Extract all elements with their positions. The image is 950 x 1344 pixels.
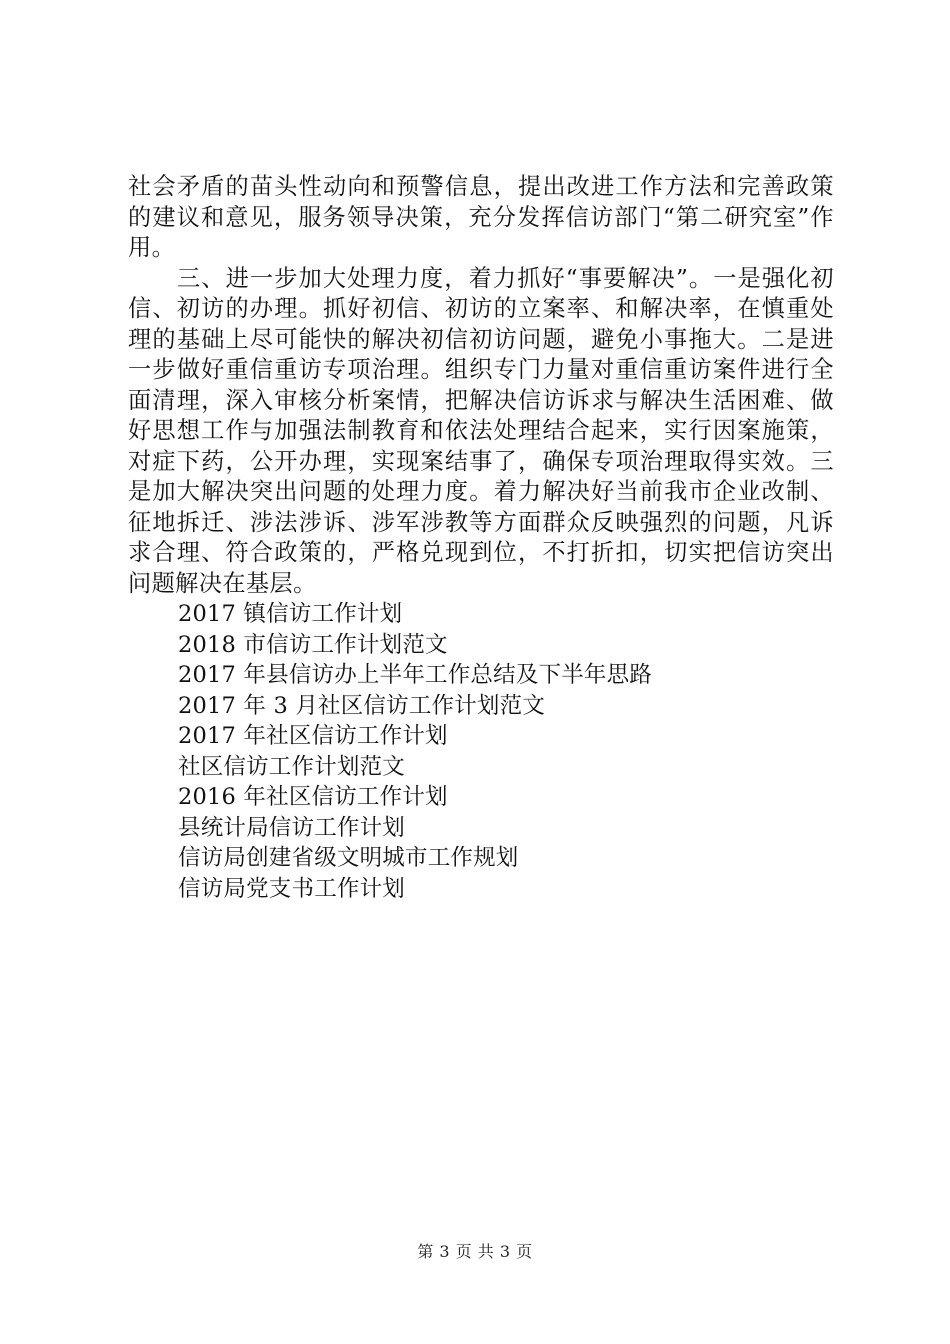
- related-article-link[interactable]: 2017 年 3 月社区信访工作计划范文: [178, 692, 546, 719]
- related-article-link[interactable]: 县统计局信访工作计划: [178, 814, 406, 841]
- related-article-link[interactable]: 2018 市信访工作计划范文: [178, 631, 448, 658]
- related-article-link[interactable]: 社区信访工作计划范文: [178, 753, 406, 780]
- related-article-link[interactable]: 2017 镇信访工作计划: [178, 601, 403, 627]
- related-article-link[interactable]: 2017 年社区信访工作计划: [178, 723, 448, 749]
- related-article-link[interactable]: 信访局创建省级文明城市工作规划: [178, 845, 519, 871]
- paragraph-continuation: 社会矛盾的苗头性动向和预警信息，提出改进工作方法和完善政策的建议和意见，服务领导决策，充分发挥信访部门“第二研究室”作用。: [128, 173, 834, 261]
- related-article-link[interactable]: 2017 年县信访办上半年工作总结及下半年思路: [178, 662, 653, 688]
- page-number-footer: 第 3 页 共 3 页: [417, 1242, 533, 1261]
- related-article-link[interactable]: 信访局党支书工作计划: [178, 875, 406, 902]
- related-articles-list: [128, 599, 834, 904]
- related-article-link[interactable]: 2016 年社区信访工作计划: [178, 784, 448, 810]
- document-body: [128, 172, 834, 904]
- paragraph-section-three: 三、进一步加大处理力度，着力抓好“事要解决”。一是强化初信、初访的办理。抓好初信、初访的立案率、和解决率，在慎重处理的基础上尽可能快的解决初信初访问题，避免小事拖大。二是进一步做好重信重访专项治理。组织专门力量对重信重访案件进行全面清理，深入审核分析案情，把解决信访诉求与解决生活困难、做好思想工作与加强法制教育和依法处理结合起来，实行因案施策，对症下药，公开办理，实现案结事了，确保专项治理取得实效。三是加大解决突出问题的处理力度。着力解决好当前我市企业改制、征地拆迁、涉法涉诉、涉军涉教等方面群众反映强烈的问题，凡诉求合理、符合政策的，严格兑现到位，不打折扣，切实把信访突出问题解决在基层。: [128, 264, 834, 597]
